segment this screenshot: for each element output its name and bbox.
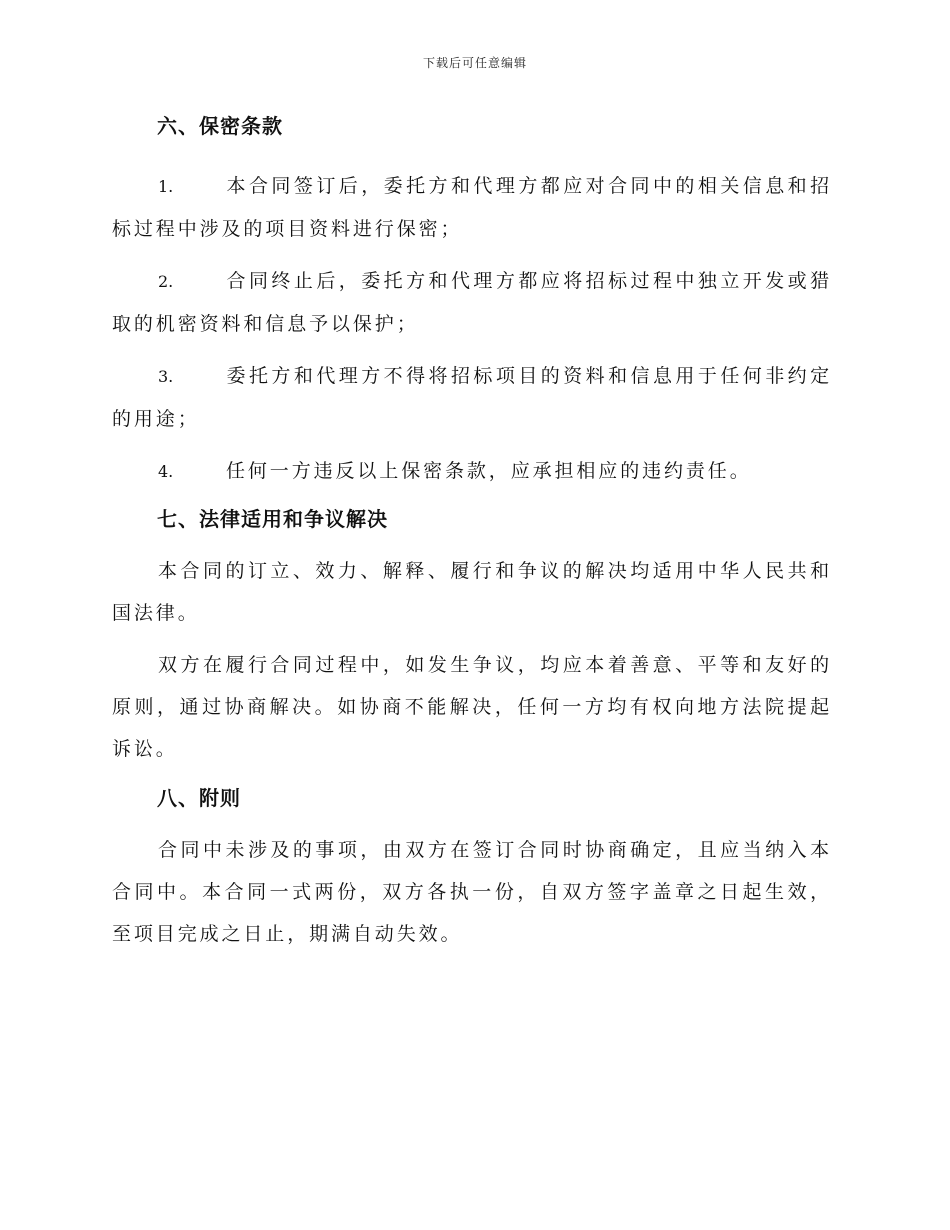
section-heading-law-and-disputes: 七、法律适用和争议解决 [157, 507, 388, 531]
item-number: 4. [158, 462, 174, 481]
law-paragraph-2: 双方在履行合同过程中，如发生争议，均应本着善意、平等和友好的原则，通过协商解决。如协商不能解决，任何一方均有权向地方法院提起诉讼。 [112, 654, 832, 760]
section-heading-supplementary: 八、附则 [157, 786, 241, 810]
confidentiality-item-2 [112, 260, 832, 345]
section-heading-confidentiality: 六、保密条款 [157, 114, 283, 138]
item-number: 3. [158, 367, 174, 386]
item-number: 1. [158, 177, 174, 196]
item-text: 本合同签订后，委托方和代理方都应对合同中的相关信息和招标过程中涉及的项目资料进行保密； [112, 175, 832, 240]
item-text: 合同终止后，委托方和代理方都应将招标过程中独立开发或猎取的机密资料和信息予以保护； [112, 270, 832, 335]
item-text: 任何一方违反以上保密条款，应承担相应的违约责任。 [226, 460, 752, 482]
item-number: 2. [158, 272, 174, 291]
law-paragraph-1: 本合同的订立、效力、解释、履行和争议的解决均适用中华人民共和国法律。 [112, 560, 832, 624]
supplementary-paragraph-1: 合同中未涉及的事项，由双方在签订合同时协商确定，且应当纳入本合同中。本合同一式两份，双方各执一份，自双方签字盖章之日起生效，至项目完成之日止，期满自动失效。 [112, 839, 832, 945]
document-body [112, 112, 832, 955]
confidentiality-item-1 [112, 165, 832, 250]
confidentiality-item-4 [112, 450, 832, 493]
item-text: 委托方和代理方不得将招标项目的资料和信息用于任何非约定的用途； [112, 365, 832, 430]
header-note: 下载后可任意编辑 [422, 56, 527, 70]
confidentiality-item-3 [112, 355, 832, 440]
